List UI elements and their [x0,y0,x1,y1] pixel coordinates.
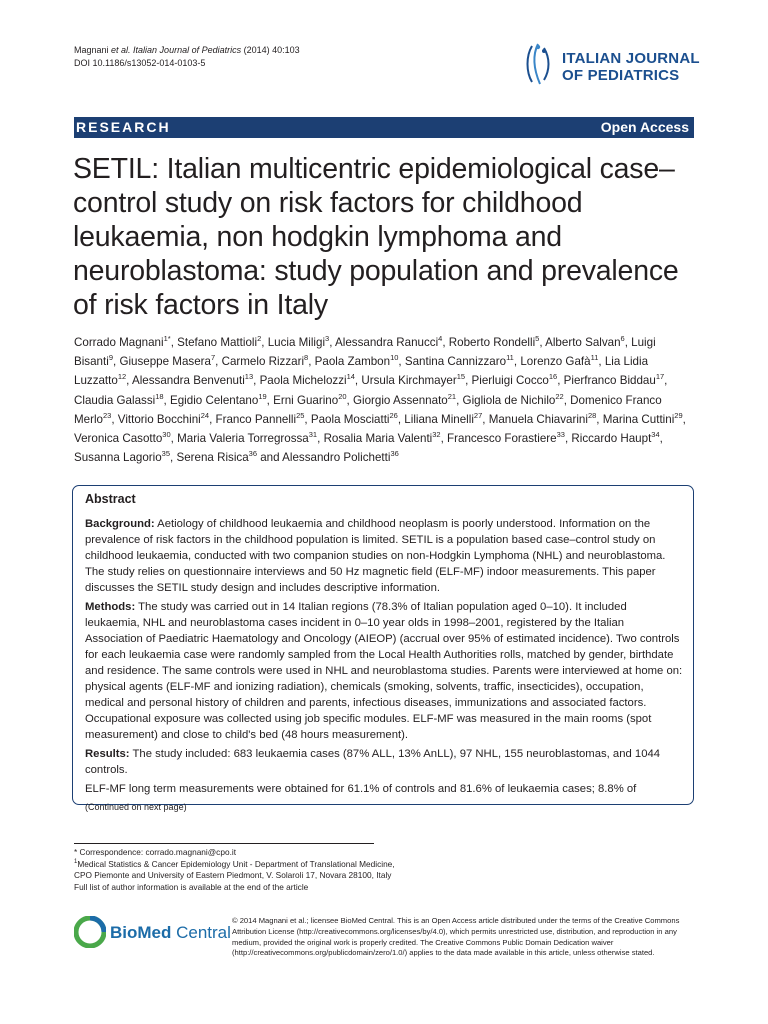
author-affiliation-sup: 3 [325,334,330,344]
author-affiliation-sup: 13 [244,372,254,382]
abstract-methods [85,599,683,743]
journal-name-line2: OF PEDIATRICS [562,67,680,84]
author-affiliation-sup: 24 [200,410,210,420]
abstract-body [85,516,683,814]
journal-name-line1: ITALIAN JOURNAL [562,50,700,67]
author-name: Paola Zambon$^{10}$ [314,353,399,369]
author-affiliation-sup: 6 [620,334,625,344]
correspondence-label: * Correspondence: [74,847,146,857]
author-name: Claudia Galassi$^{18}$ [74,391,164,407]
methods-label: Methods: [85,601,136,613]
author-name: Serena Risica$^{36}$ [176,449,257,465]
author-affiliation-sup: 16 [548,372,558,382]
results-text: The study included: 683 leukaemia cases (87% ALL, 13% AnLL), 97 NHL, 155 neuroblastomas, and 1044 controls. [85,748,661,776]
author-affiliation-sup: 8 [304,353,309,363]
author-affiliation-sup: 31 [308,430,318,440]
citation-authors: Magnani [74,45,112,55]
author-affiliation-sup: 10 [390,353,399,363]
author-name: Alessandra Benvenuti$^{13}$ [131,372,254,388]
citation-line [74,44,300,57]
article-type-bar [74,117,694,138]
author-name: Lucia Miligi$^3$ [267,334,330,349]
author-name: Paola Michelozzi$^{14}$ [259,372,355,388]
journal-name [562,50,700,84]
author-affiliation-sup: 25 [296,410,305,420]
author-affiliation-sup: 32 [432,430,441,440]
author-affiliation-sup: 9 [108,353,113,363]
author-name: Giorgio Assennato$^{21}$ [353,391,457,407]
journal-logo-mark-icon [522,42,558,86]
author-name: Luigi Bisanti$^9$ [74,336,656,369]
author-affiliation-sup: 36 [248,449,257,459]
biomed-central-logo-icon [74,916,106,948]
author-affiliation-sup: 4 [438,334,443,344]
author-affiliation-sup: 19 [258,391,267,401]
author-affiliation-sup: 11 [590,353,599,363]
author-name: Riccardo Haupt$^{34}$ [571,430,660,446]
journal-logo [522,42,702,92]
license-text: © 2014 Magnani et al.; licensee BioMed Central. This is an Open Access article distributed under the terms of the Creative Commons Attribution License (http://creativecommons.org/licenses/by/4.0), which permits unrestricted use, distribution, and reproduction in any medium, provided the original work is properly credited. The Creative Commons Public Domain Dedication waiver (http://creativecommons.org/publicdomain/zero/1.0/) applies to the data made available in this article, unless otherwise stated. [232,916,680,958]
affiliation [74,859,404,882]
author-name: Lia Lidia Luzzatto$^{12}$ [74,355,649,388]
author-affiliation-sup: 7 [210,353,216,363]
author-affiliation-sup: 2 [257,334,262,344]
author-affiliation-sup: 35 [161,449,171,459]
wordmark-bold: BioMed [110,923,172,942]
author-affiliation-sup: 11 [506,353,514,363]
author-name: Marina Cuttini$^{29}$ [602,410,683,426]
footnotes [74,847,404,893]
author-name: Domenico Franco Merlo$^{23}$ [74,393,662,426]
affiliation-text: Medical Statistics & Cancer Epidemiology Unit - Department of Translational Medicine, CPO Piemonte and University of Eastern Piedmont, V. Solaroli 17, Novara 28100, Italy [74,858,395,880]
author-affiliation-sup: 27 [473,410,483,420]
author-name: Pierfranco Biddau$^{17}$ [563,372,665,388]
author-affiliation-sup: 30 [162,430,171,440]
abstract-box [72,485,694,812]
abstract-background [85,516,683,596]
author-name: Alessandra Ranucci$^4$ [335,334,443,349]
author-affiliation-sup: 28 [587,410,597,420]
author-affiliation-sup: 5 [535,334,540,344]
author-name: Pierluigi Cocco$^{16}$ [471,372,558,388]
article-title: SETIL: Italian multicentric epidemiological case–control study on risk factors for childhood leukaemia, non hodgkin lymphoma and neuroblastoma: study population and prevalence of risk factors in Italy [73,153,679,321]
author-affiliation-sup: 12 [117,372,127,382]
footnote-divider [74,843,374,844]
abstract-elf-line: ELF-MF long term measurements were obtained for 61.1% of controls and 81.6% of leukaemia cases; 8.8% of [85,783,637,795]
methods-text: The study was carried out in 14 Italian regions (78.3% of Italian population aged 0–10). It included leukaemia, NHL and neuroblastoma cases incident in 0–10 year olds in 1998–2001, registered by the Italian Association of Paediatric Haematology and Oncology (AIEOP) (accrual over 95% of estimated incidence). Two controls for each leukaemia case were randomly sampled from the Local Health Authorities rolls, matched by gender, birthdate and residence. The same controls were used in NHL and neuroblastoma studies. Parents were interviewed at home on: physical agents (ELF-MF and ionizing radiation), chemicals (smoking, solvents, traffic, insecticides), occupation, medical and personal history of children and parents, infectious diseases, immunizations and associated factors. Occupational exposure was collected using job specific modules. ELF-MF was measured in the main rooms (spot measurement) and close to child's bed (48 hours measurement). [85,601,683,741]
author-list: Corrado Magnani$^{1*}$, Stefano Mattioli$^2$, Lucia Miligi$^3$, Alessandra Ranucci$^4$, Roberto Rondelli$^5$, Alberto Salvan$^6$, Luigi Bisanti$^9$, Giuseppe Masera$^7$, Carmelo Rizzari$^8$, Paola Zambon$^{10}$, Santina Cannizzaro$^{11}$, Lorenzo Gafà$^{11}$, Lia Lidia Luzzatto$^{12}$, Alessandra Benvenuti$^{13}$, Paola Michelozzi$^{14}$, Ursula Kirchmayer$^{15}$, Pierluigi Cocco$^{16}$, Pierfranco Biddau$^{17}$, Claudia Galassi$^{18}$, Egidio Celentano$^{19}$, Erni Guarino$^{20}$, Giorgio Assennato$^{21}$, Gigliola de Nichilo$^{22}$, Domenico Franco Merlo$^{23}$, Vittorio Bocchini$^{24}$, Franco Pannelli$^{25}$, Paola Mosciatti$^{26}$, Liliana Minelli$^{27}$, Manuela Chiavarini$^{28}$, Marina Cuttini$^{29}$, Veronica Casotto$^{30}$, Maria Valeria Torregrossa$^{31}$, Rosalia Maria Valenti$^{32}$, Francesco Forastiere$^{33}$, Riccardo Haupt$^{34}$, Susanna Lagorio$^{35}$, Serena Risica$^{36}$ and Alessandro Polichetti$^{36}$ [74,334,686,465]
author-affiliation-sup: 18 [155,391,164,401]
author-name: Stefano Mattioli$^2$ [177,334,262,349]
author-name: Giuseppe Masera$^7$ [119,353,216,369]
author-affiliation-sup: 33 [556,430,565,440]
author-affiliation-sup: 21 [447,391,457,401]
article-type-label: RESEARCH [76,119,171,135]
affiliation-sup: 1 [74,858,78,865]
author-name: Roberto Rondelli$^5$ [448,334,540,349]
author-name: Carmelo Rizzari$^8$ [221,353,309,369]
author-name: Vittorio Bocchini$^{24}$ [117,410,210,426]
author-name: Santina Cannizzaro$^{11}$ [404,353,514,369]
author-affiliation-sup: 29 [674,410,683,420]
abstract-results [85,746,683,778]
open-access-label: Open Access [600,119,689,135]
results-label: Results: [85,748,130,760]
wordmark-light: Central [171,923,231,942]
continued-note: (Continued on next page) [85,802,187,812]
author-name: Veronica Casotto$^{30}$ [74,430,171,446]
author-name: Lorenzo Gafà$^{11}$ [520,353,599,369]
author-name: Maria Valeria Torregrossa$^{31}$ [177,430,318,446]
author-name: Erni Guarino$^{20}$ [273,391,347,407]
author-name: Alessandro Polichetti$^{36}$ [282,449,399,465]
author-name: Ursula Kirchmayer$^{15}$ [361,372,466,388]
author-name: Egidio Celentano$^{19}$ [170,391,267,407]
citation-volume: (2014) 40:103 [241,45,300,55]
author-name: Gigliola de Nichilo$^{22}$ [462,391,564,407]
biomed-central-wordmark [110,923,231,943]
author-name: Liliana Minelli$^{27}$ [404,410,483,426]
author-affiliation-sup: 36 [390,449,399,459]
author-affiliation-sup: 23 [103,410,112,420]
author-name: Paola Mosciatti$^{26}$ [310,410,398,426]
correspondence-email[interactable]: corrado.magnani@cpo.it [145,847,237,857]
author-affiliation-sup: 20 [338,391,347,401]
biomed-central-logo [74,916,231,950]
author-affiliation-sup: 22 [555,391,564,401]
correspondence [74,847,404,859]
author-affiliation-sup: 17 [655,372,665,382]
author-name: Manuela Chiavarini$^{28}$ [488,410,597,426]
author-name: Franco Pannelli$^{25}$ [215,410,305,426]
background-text: Aetiology of childhood leukaemia and childhood neoplasm is poorly understood. Information on the prevalence of risk factors in the childhood population is limited. SETIL is a population based case–control study on childhood leukaemia, conducted with two companion studies on non-Hodgkin Lymphoma (NHL) and neuroblastoma. The study relies on questionnaire interviews and 50 Hz magnetic field (ELF-MF) indoor measurements. This paper discusses the SETIL study design and includes descriptive information. [85,518,666,594]
author-affiliation-sup: 14 [346,372,355,382]
background-label: Background: [85,518,155,530]
abstract-heading: Abstract [85,492,136,506]
author-name: Francesco Forastiere$^{33}$ [447,430,565,446]
author-affiliation-sup: 34 [651,430,660,440]
full-list-note: Full list of author information is available at the end of the article [74,881,309,892]
author-name: Alberto Salvan$^6$ [545,334,625,349]
doi: DOI 10.1186/s13052-014-0103-5 [74,58,206,68]
citation-journal: et al. Italian Journal of Pediatrics [111,45,242,55]
author-name: Susanna Lagorio$^{35}$ [74,449,171,465]
author-affiliation-sup: 1* [163,334,171,344]
author-affiliation-sup: 26 [389,410,398,420]
author-and: and [257,451,283,465]
author-name: Corrado Magnani$^{1*}$ [74,334,171,349]
author-name: Rosalia Maria Valenti$^{32}$ [323,430,441,446]
author-affiliation-sup: 15 [456,372,466,382]
citation-header [74,44,300,70]
